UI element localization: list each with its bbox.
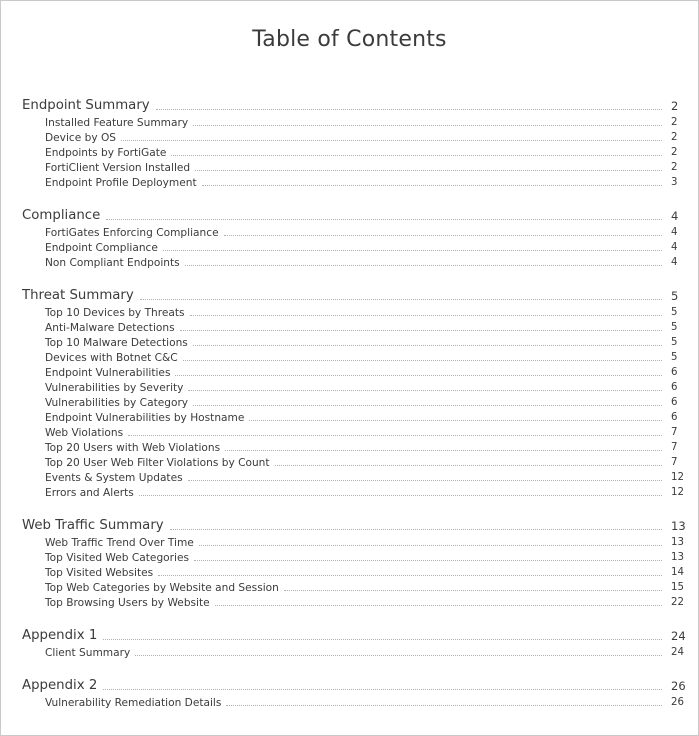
toc-entry-link[interactable]: [1, 162, 698, 174]
dot-leader: [193, 125, 662, 126]
table-of-contents: [1, 53, 698, 709]
toc-entry-label: Endpoint Profile Deployment: [45, 177, 197, 190]
toc-section-link[interactable]: [1, 628, 698, 644]
dot-leader: [106, 219, 662, 220]
toc-entry-label: Non Compliant Endpoints: [45, 257, 180, 270]
toc-page-number: 12: [671, 487, 684, 499]
toc-entry-label: FortiGates Enforcing Compliance: [45, 227, 219, 240]
dot-leader: [249, 420, 662, 421]
toc-entry-label: Web Violations: [45, 427, 124, 440]
toc-entry-label: Top 10 Malware Detections: [45, 337, 188, 350]
toc-section: [1, 678, 698, 709]
toc-page-number: 5: [671, 289, 679, 304]
toc-entry-label: Vulnerability Remediation Details: [45, 697, 222, 710]
toc-section-link[interactable]: [1, 518, 698, 534]
toc-section-link[interactable]: [1, 98, 698, 114]
toc-entry-link[interactable]: [1, 697, 698, 709]
dot-leader: [284, 590, 662, 591]
dot-leader: [225, 450, 662, 451]
toc-page-number: 15: [671, 582, 684, 594]
toc-entry-link[interactable]: [1, 382, 698, 394]
toc-page-number: 13: [671, 552, 684, 564]
toc-entry-label: Endpoint Vulnerabilities: [45, 367, 171, 380]
dot-leader: [183, 360, 662, 361]
dot-leader: [163, 250, 662, 251]
toc-page-number: 7: [671, 442, 678, 454]
dot-leader: [215, 605, 662, 606]
toc-page-number: 22: [671, 597, 684, 609]
toc-page-number: 13: [671, 519, 686, 534]
dot-leader: [135, 655, 662, 656]
toc-entry-link[interactable]: [1, 337, 698, 349]
toc-page-number: 5: [671, 322, 678, 334]
dot-leader: [226, 705, 662, 706]
toc-page-number: 4: [671, 209, 679, 224]
dot-leader: [180, 330, 662, 331]
toc-entry-link[interactable]: [1, 177, 698, 189]
toc-section-label: Endpoint Summary: [22, 98, 150, 114]
toc-page-number: 2: [671, 162, 678, 174]
toc-section-label: Appendix 1: [22, 628, 98, 644]
toc-entry-label: Top 20 User Web Filter Violations by Count: [45, 457, 270, 470]
dot-leader: [193, 345, 662, 346]
toc-entry-label: Endpoints by FortiGate: [45, 147, 167, 160]
dot-leader: [103, 639, 662, 640]
toc-page-number: 14: [671, 567, 684, 579]
toc-entry-link[interactable]: [1, 117, 698, 129]
dot-leader: [190, 315, 662, 316]
toc-page-number: 2: [671, 132, 678, 144]
toc-entry-link[interactable]: [1, 367, 698, 379]
toc-entry-label: Top Visited Websites: [45, 567, 154, 580]
toc-entry-label: FortiClient Version Installed: [45, 162, 191, 175]
dot-leader: [199, 545, 662, 546]
toc-entry-link[interactable]: [1, 322, 698, 334]
toc-page-number: 12: [671, 472, 684, 484]
dot-leader: [128, 435, 662, 436]
toc-page-number: 4: [671, 257, 678, 269]
toc-page-number: 24: [671, 647, 684, 659]
toc-entry-link[interactable]: [1, 472, 698, 484]
toc-entry-label: Devices with Botnet C&C: [45, 352, 178, 365]
toc-entry-label: Vulnerabilities by Severity: [45, 382, 184, 395]
toc-page-number: 7: [671, 427, 678, 439]
dot-leader: [194, 560, 662, 561]
dot-leader: [171, 155, 662, 156]
dot-leader: [140, 299, 662, 300]
toc-entry-label: Top Web Categories by Website and Session: [45, 582, 279, 595]
toc-page-number: 6: [671, 412, 678, 424]
toc-entry-link[interactable]: [1, 147, 698, 159]
toc-entry-label: Anti-Malware Detections: [45, 322, 175, 335]
toc-section-label: Threat Summary: [22, 288, 134, 304]
dot-leader: [275, 465, 662, 466]
toc-entry-label: Web Traffic Trend Over Time: [45, 537, 194, 550]
toc-section-link[interactable]: [1, 288, 698, 304]
dot-leader: [103, 689, 662, 690]
toc-entry-link[interactable]: [1, 442, 698, 454]
toc-page-number: 6: [671, 382, 678, 394]
toc-page-number: 2: [671, 99, 679, 114]
toc-entry-label: Vulnerabilities by Category: [45, 397, 189, 410]
toc-section: [1, 288, 698, 499]
toc-page-number: 5: [671, 337, 678, 349]
page-title: Table of Contents: [252, 27, 447, 52]
toc-entry-label: Endpoint Vulnerabilities by Hostname: [45, 412, 245, 425]
toc-entry-link[interactable]: [1, 242, 698, 254]
toc-page-number: 5: [671, 307, 678, 319]
toc-entry-label: Endpoint Compliance: [45, 242, 158, 255]
toc-section-label: Web Traffic Summary: [22, 518, 164, 534]
toc-page-number: 4: [671, 227, 678, 239]
dot-leader: [193, 405, 662, 406]
toc-page-number: 4: [671, 242, 678, 254]
toc-entry-link[interactable]: [1, 397, 698, 409]
dot-leader: [195, 170, 662, 171]
dot-leader: [121, 140, 662, 141]
toc-page-number: 7: [671, 457, 678, 469]
toc-entry-label: Events & System Updates: [45, 472, 183, 485]
dot-leader: [175, 375, 662, 376]
dot-leader: [139, 495, 662, 496]
toc-entry-link[interactable]: [1, 307, 698, 319]
dot-leader: [185, 265, 662, 266]
toc-entry-label: Top 10 Devices by Threats: [45, 307, 185, 320]
toc-entry-link[interactable]: [1, 412, 698, 424]
toc-page-number: 6: [671, 397, 678, 409]
toc-entry-link[interactable]: [1, 227, 698, 239]
toc-entry-label: Device by OS: [45, 132, 117, 145]
toc-page-number: 2: [671, 147, 678, 159]
toc-page-number: 13: [671, 537, 684, 549]
toc-entry-label: Errors and Alerts: [45, 487, 134, 500]
dot-leader: [188, 390, 662, 391]
toc-entry-link[interactable]: [1, 457, 698, 469]
toc-entry-label: Top Browsing Users by Website: [45, 597, 210, 610]
toc-page-number: 6: [671, 367, 678, 379]
dot-leader: [158, 575, 662, 576]
toc-entry-link[interactable]: [1, 647, 698, 659]
toc-entry-link[interactable]: [1, 487, 698, 499]
toc-entry-label: Top Visited Web Categories: [45, 552, 189, 565]
toc-entry-label: Top 20 Users with Web Violations: [45, 442, 221, 455]
toc-section: [1, 98, 698, 189]
dot-leader: [202, 185, 662, 186]
toc-page-number: 26: [671, 697, 684, 709]
toc-entry-link[interactable]: [1, 537, 698, 549]
dot-leader: [156, 109, 662, 110]
toc-entry-link[interactable]: [1, 582, 698, 594]
dot-leader: [224, 235, 662, 236]
toc-section-label: Appendix 2: [22, 678, 98, 694]
toc-section: [1, 208, 698, 269]
toc-entry-link[interactable]: [1, 567, 698, 579]
toc-page-number: 26: [671, 679, 686, 694]
toc-entry-link[interactable]: [1, 352, 698, 364]
toc-page-number: 24: [671, 629, 686, 644]
toc-section-link[interactable]: [1, 678, 698, 694]
toc-page-number: 5: [671, 352, 678, 364]
toc-entry-label: Installed Feature Summary: [45, 117, 189, 130]
toc-section: [1, 518, 698, 609]
dot-leader: [188, 480, 662, 481]
toc-entry-label: Client Summary: [45, 647, 131, 660]
toc-section-label: Compliance: [22, 208, 101, 224]
toc-page-number: 2: [671, 117, 678, 129]
toc-entry-link[interactable]: [1, 132, 698, 144]
toc-section: [1, 628, 698, 659]
toc-section-link[interactable]: [1, 208, 698, 224]
dot-leader: [170, 529, 662, 530]
toc-page-number: 3: [671, 177, 678, 189]
toc-entry-link[interactable]: [1, 257, 698, 269]
toc-entry-link[interactable]: [1, 427, 698, 439]
toc-entry-link[interactable]: [1, 552, 698, 564]
toc-entry-link[interactable]: [1, 597, 698, 609]
